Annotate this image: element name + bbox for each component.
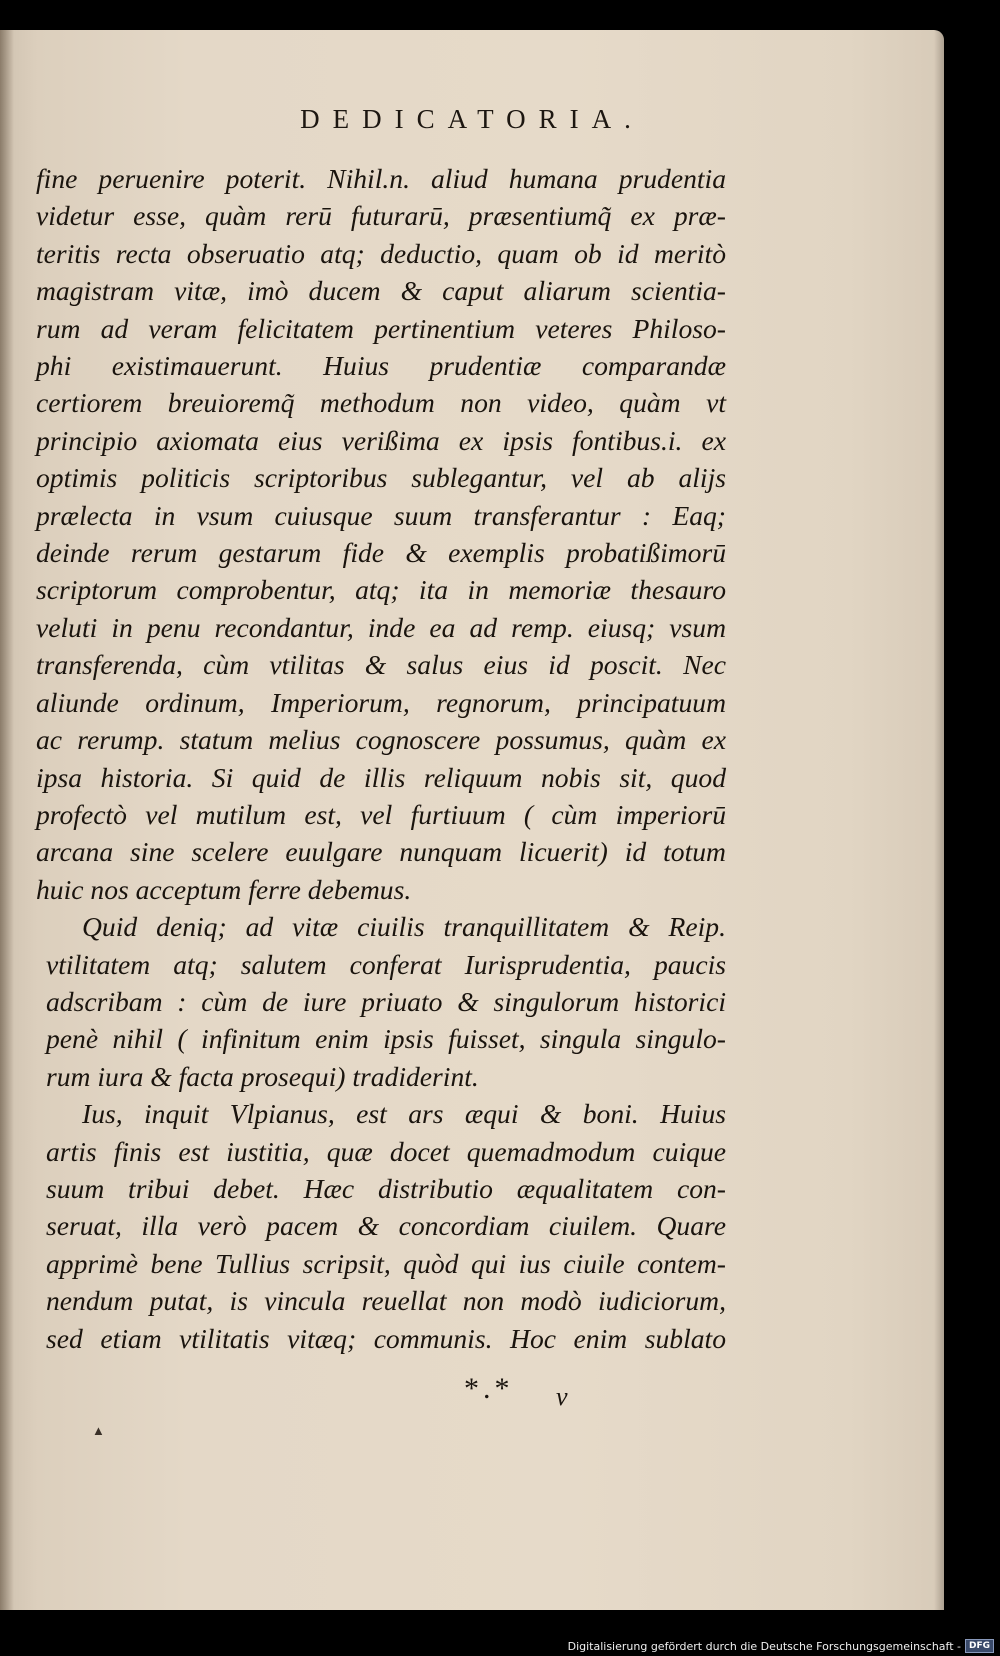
text-line: rum iura & facta prosequi) tradiderint. xyxy=(46,1060,479,1092)
text-line: magistram vitæ, imò ducem & caput aliarum scientia- xyxy=(36,275,726,307)
text-line: videtur esse, quàm rerū futurarū, præsentiumq̃ ex præ- xyxy=(36,200,726,232)
text-line: aliunde ordinum, Imperiorum, regnorum, principatuum xyxy=(36,686,726,718)
text-line: scriptorum comprobentur, atq; ita in memoriæ thesauro xyxy=(36,574,726,606)
text-line: apprimè bene Tullius scripsit, quòd qui ius ciuile contem- xyxy=(46,1247,726,1279)
digitization-footer xyxy=(568,1639,994,1653)
running-header: DEDICATORIA. xyxy=(300,104,644,134)
text-line: veluti in penu recondantur, inde ea ad remp. eiusq; vsum xyxy=(36,611,726,643)
text-line: phi existimauerunt. Huius prudentiæ comparandæ xyxy=(36,350,726,382)
text-line: profectò vel mutilum est, vel furtiuum ( cùm imperiorū xyxy=(36,798,726,830)
body-text xyxy=(36,160,726,1357)
text-line: fine peruenire poterit. Nihil.n. aliud humana prudentia xyxy=(36,163,726,194)
signature-letter: v xyxy=(556,1382,568,1411)
text-line: ipsa historia. Si quid de illis reliquum nobis sit, quod xyxy=(36,761,726,793)
text-line: Ius, inquit Vlpianus, est ars æqui & boni. Huius xyxy=(82,1098,726,1130)
text-line: sed etiam vtilitatis vitæq; communis. Hoc enim sublato xyxy=(46,1322,726,1354)
margin-mark: ▲ xyxy=(92,1423,105,1438)
text-line: transferenda, cùm vtilitas & salus eius id poscit. Nec xyxy=(36,649,726,681)
text-line: nendum putat, is vincula reuellat non modò iudiciorum, xyxy=(46,1285,726,1317)
footer-text: Digitalisierung gefördert durch die Deutsche Forschungsgemeinschaft - xyxy=(567,1639,961,1653)
text-line: penè nihil ( infinitum enim ipsis fuisset, singula singulo- xyxy=(46,1023,726,1055)
text-line: teritis recta obseruatio atq; deductio, quam ob id meritò xyxy=(36,237,726,269)
dfg-logo: DFG xyxy=(965,1639,994,1653)
text-line: certiorem breuioremq̃ methodum non video, quàm vt xyxy=(36,387,726,419)
text-line: deinde rerum gestarum fide & exemplis probatißimorū xyxy=(36,537,726,569)
book-page xyxy=(0,30,944,1610)
text-line: ac rerump. statum melius cognoscere possumus, quàm ex xyxy=(36,724,726,756)
text-line: huic nos acceptum ferre debemus. xyxy=(36,873,412,905)
text-line: vtilitatem atq; salutem conferat Iurisprudentia, paucis xyxy=(46,948,726,980)
page-edge-shadow xyxy=(934,30,944,1610)
text-line: seruat, illa verò pacem & concordiam ciuilem. Quare xyxy=(46,1210,726,1242)
text-line: Quid deniq; ad vitæ ciuilis tranquillitatem & Reip. xyxy=(82,911,726,943)
text-line: artis finis est iustitia, quæ docet quemadmodum cuique xyxy=(46,1135,726,1167)
text-line: suum tribui debet. Hæc distributio æqualitatem con- xyxy=(46,1172,726,1204)
text-line: arcana sine scelere euulgare nunquam licuerit) id totum xyxy=(36,836,726,868)
text-line: prælecta in vsum cuiusque suum transferantur : Eaq; xyxy=(36,499,726,531)
text-line: rum ad veram felicitatem pertinentium veteres Philoso- xyxy=(36,312,726,344)
text-line: principio axiomata eius verißima ex ipsis fontibus.i. ex xyxy=(36,424,726,456)
text-line: adscribam : cùm de iure priuato & singulorum historici xyxy=(46,985,726,1017)
text-line: optimis politicis scriptoribus sublegantur, vel ab alijs xyxy=(36,462,726,494)
signature-mark: *.* xyxy=(464,1372,514,1405)
